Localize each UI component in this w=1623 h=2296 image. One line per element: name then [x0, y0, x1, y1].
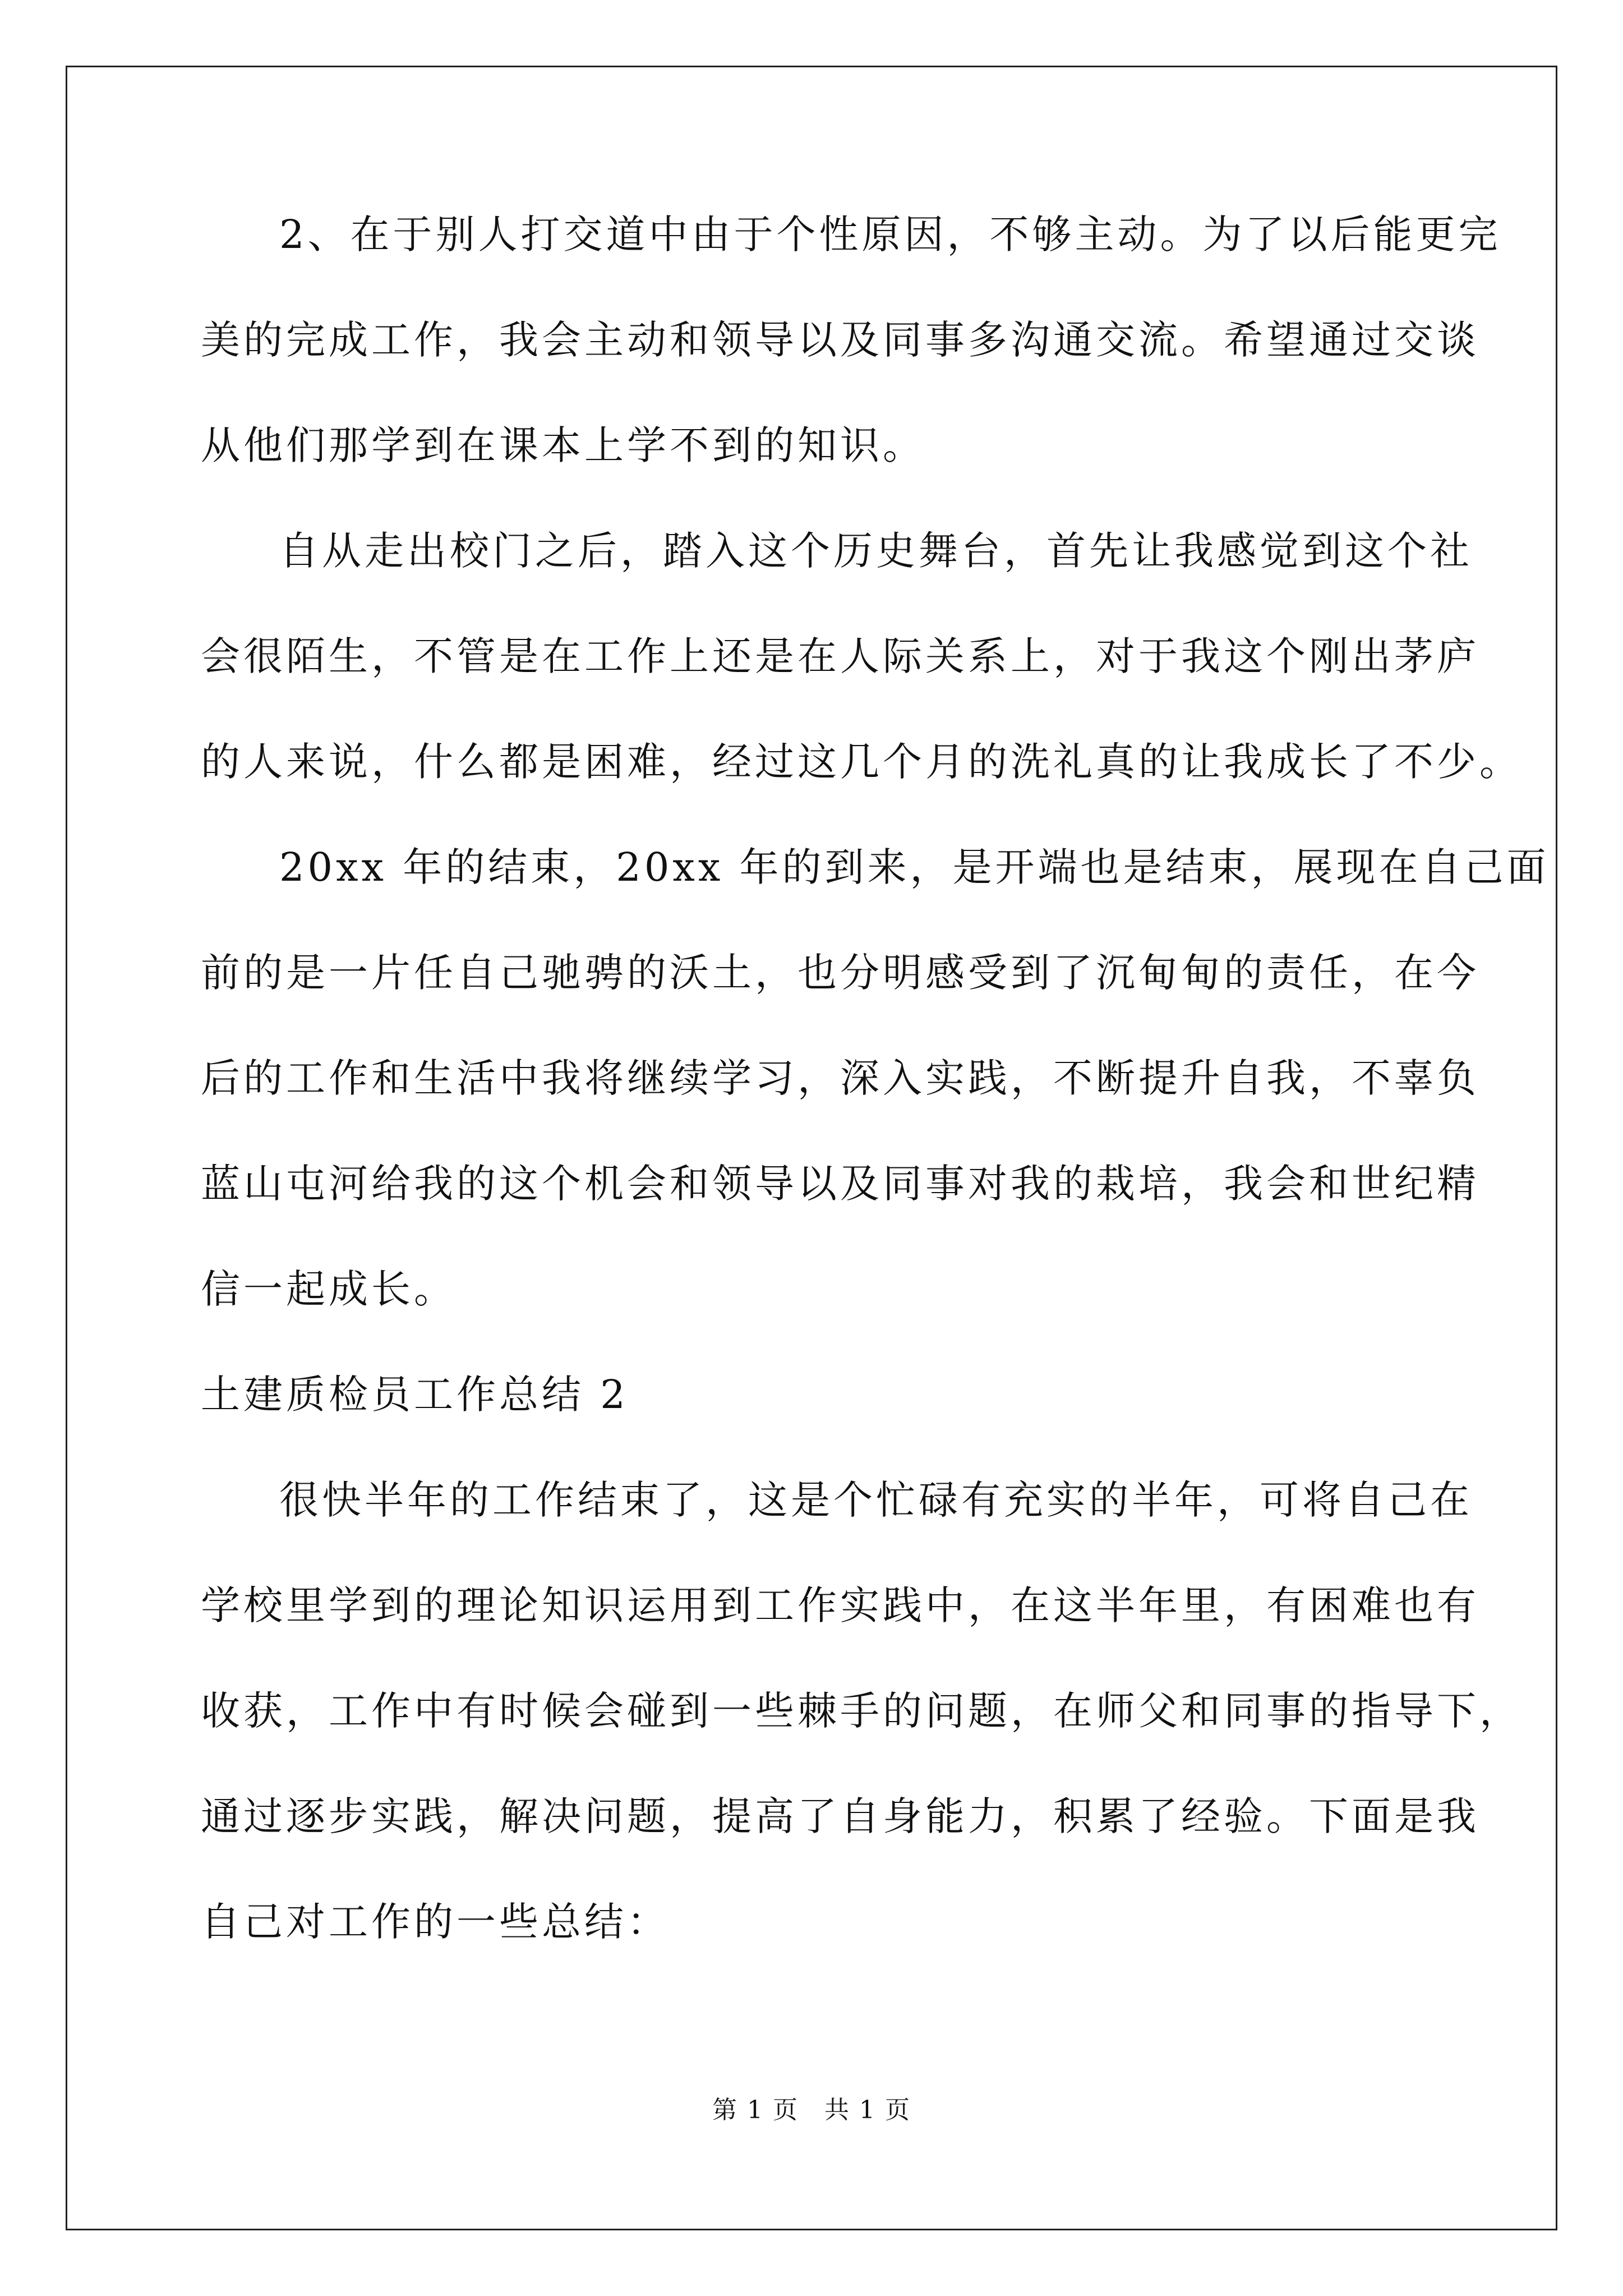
paragraph-line: 从他们那学到在课本上学不到的知识。: [201, 422, 925, 468]
paragraph-line: 很快半年的工作结束了，这是个忙碌有充实的半年，可将自己在: [279, 1477, 1473, 1523]
paragraph-line: 信一起成长。: [201, 1266, 457, 1312]
paragraph-line: 收获，工作中有时候会碰到一些棘手的问题，在师父和同事的指导下，: [201, 1688, 1522, 1734]
paragraph-line: 会很陌生，不管是在工作上还是在人际关系上，对于我这个刚出茅庐: [201, 633, 1479, 679]
paragraph-line: 20xx 年的结束，20xx 年的到来，是开端也是结束，展现在自己面: [279, 844, 1550, 890]
paragraph-line: 2、在于别人打交道中由于个性原因，不够主动。为了以后能更完: [279, 211, 1501, 257]
paragraph-line: 自从走出校门之后，踏入这个历史舞台，首先让我感觉到这个社: [279, 528, 1473, 574]
paragraph-line: 的人来说，什么都是困难，经过这几个月的洗礼真的让我成长了不少。: [201, 739, 1522, 785]
paragraph-line: 美的完成工作，我会主动和领导以及同事多沟通交流。希望通过交谈: [201, 317, 1479, 363]
paragraph-line: 前的是一片任自己驰骋的沃土，也分明感受到了沉甸甸的责任，在今: [201, 950, 1479, 996]
page-footer: 第 1 页 共 1 页: [712, 2096, 911, 2124]
paragraph-line: 学校里学到的理论知识运用到工作实践中，在这半年里，有困难也有: [201, 1582, 1479, 1628]
paragraph-line: 后的工作和生活中我将继续学习，深入实践，不断提升自我，不辜负: [201, 1055, 1479, 1101]
paragraph-line: 自己对工作的一些总结：: [201, 1899, 670, 1945]
section-heading: 土建质检员工作总结 2: [201, 1372, 629, 1418]
paragraph-line: 蓝山屯河给我的这个机会和领导以及同事对我的栽培，我会和世纪精: [201, 1161, 1479, 1207]
paragraph-line: 通过逐步实践，解决问题，提高了自身能力，积累了经验。下面是我: [201, 1793, 1479, 1839]
